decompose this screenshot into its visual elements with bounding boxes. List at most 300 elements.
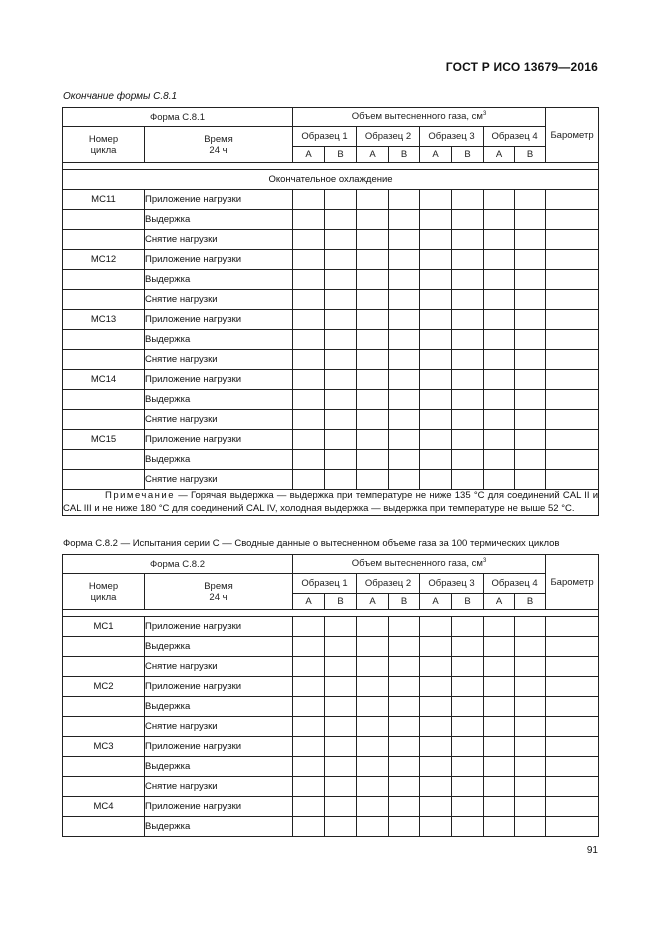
action-cell: Выдержка: [145, 450, 293, 470]
action-cell: Приложение нагрузки: [145, 430, 293, 450]
cycle-number-cell: [63, 450, 145, 470]
cycle-number-cell: [63, 717, 145, 737]
value-cell: [420, 270, 452, 290]
action-cell: Приложение нагрузки: [145, 190, 293, 210]
value-cell: [515, 817, 546, 837]
value-cell: [325, 617, 357, 637]
value-cell: [515, 330, 546, 350]
table-row: [63, 250, 599, 270]
value-cell: [293, 777, 325, 797]
action-cell: Выдержка: [145, 390, 293, 410]
spacer-row: [63, 610, 599, 617]
value-cell: [293, 697, 325, 717]
barometer-cell: [546, 330, 599, 350]
value-cell: [420, 617, 452, 637]
value-cell: [484, 190, 515, 210]
table-row: [63, 270, 599, 290]
value-cell: [389, 290, 420, 310]
value-cell: [357, 410, 389, 430]
barometer-cell: [546, 737, 599, 757]
table-row: [63, 757, 599, 777]
value-cell: [357, 697, 389, 717]
value-cell: [357, 350, 389, 370]
value-cell: [484, 657, 515, 677]
barometer-cell: [546, 290, 599, 310]
value-cell: [420, 817, 452, 837]
value-cell: [484, 430, 515, 450]
value-cell: [389, 210, 420, 230]
value-cell: [484, 817, 515, 837]
action-cell: Снятие нагрузки: [145, 290, 293, 310]
note-text: — Горячая выдержка — выдержка при температуре не ниже 135 °С для соединений CAL II и CAL III и не ниже 180 °С для соединений CAL IV, холодная выдержка — выдержка при температуре не выше 52 °С.: [63, 490, 599, 514]
value-cell: [484, 777, 515, 797]
value-cell: [484, 757, 515, 777]
value-cell: [293, 817, 325, 837]
table-row: [63, 350, 599, 370]
table-row: [63, 817, 599, 837]
value-cell: [515, 697, 546, 717]
value-cell: [484, 677, 515, 697]
value-cell: [293, 637, 325, 657]
value-cell: [389, 310, 420, 330]
value-cell: [357, 230, 389, 250]
value-cell: [452, 657, 484, 677]
value-cell: [452, 250, 484, 270]
value-cell: [293, 737, 325, 757]
barometer-header: Барометр: [546, 555, 599, 610]
time-header: Время 24 ч: [145, 127, 293, 163]
value-cell: [420, 390, 452, 410]
barometer-cell: [546, 190, 599, 210]
barometer-cell: [546, 450, 599, 470]
sample-header: Образец 2: [357, 127, 420, 147]
value-cell: [420, 450, 452, 470]
value-cell: [293, 677, 325, 697]
value-cell: [357, 797, 389, 817]
value-cell: [325, 737, 357, 757]
barometer-cell: [546, 697, 599, 717]
action-cell: Приложение нагрузки: [145, 310, 293, 330]
barometer-cell: [546, 310, 599, 330]
cycle-number-cell: [63, 350, 145, 370]
cycle-number-header: Номер цикла: [63, 574, 145, 610]
value-cell: [357, 717, 389, 737]
value-cell: [325, 657, 357, 677]
value-cell: [420, 470, 452, 490]
value-cell: [325, 210, 357, 230]
cycle-number-cell: [63, 817, 145, 837]
action-cell: Выдержка: [145, 330, 293, 350]
value-cell: [389, 637, 420, 657]
table2-caption: Форма С.8.2 — Испытания серии С — Сводные данные о вытесненном объеме газа за 100 термических циклов: [63, 538, 560, 549]
value-cell: [357, 430, 389, 450]
action-cell: Приложение нагрузки: [145, 737, 293, 757]
cycle-number-cell: MC14: [63, 370, 145, 390]
form-c81-table: [62, 107, 599, 516]
sub-header-a: А: [357, 594, 389, 610]
value-cell: [484, 230, 515, 250]
value-cell: [293, 310, 325, 330]
value-cell: [325, 450, 357, 470]
value-cell: [420, 677, 452, 697]
table-row: [63, 370, 599, 390]
value-cell: [325, 777, 357, 797]
value-cell: [452, 190, 484, 210]
value-cell: [357, 370, 389, 390]
cycle-number-header: Номер цикла: [63, 127, 145, 163]
value-cell: [325, 250, 357, 270]
value-cell: [293, 797, 325, 817]
value-cell: [325, 757, 357, 777]
value-cell: [325, 330, 357, 350]
value-cell: [325, 637, 357, 657]
table-row: [63, 470, 599, 490]
value-cell: [452, 370, 484, 390]
barometer-cell: [546, 430, 599, 450]
value-cell: [515, 777, 546, 797]
value-cell: [389, 270, 420, 290]
value-cell: [452, 717, 484, 737]
table-row: [63, 450, 599, 470]
value-cell: [515, 430, 546, 450]
value-cell: [293, 450, 325, 470]
value-cell: [484, 290, 515, 310]
action-cell: Выдержка: [145, 697, 293, 717]
value-cell: [484, 210, 515, 230]
action-cell: Снятие нагрузки: [145, 777, 293, 797]
value-cell: [325, 817, 357, 837]
value-cell: [515, 230, 546, 250]
value-cell: [515, 410, 546, 430]
value-cell: [389, 250, 420, 270]
sub-header-b: В: [515, 147, 546, 163]
value-cell: [452, 410, 484, 430]
value-cell: [357, 390, 389, 410]
value-cell: [420, 290, 452, 310]
barometer-cell: [546, 637, 599, 657]
table-row: [63, 230, 599, 250]
table-row: [63, 777, 599, 797]
value-cell: [357, 677, 389, 697]
value-cell: [452, 777, 484, 797]
value-cell: [452, 390, 484, 410]
value-cell: [389, 617, 420, 637]
sub-header-b: В: [452, 147, 484, 163]
cycle-number-cell: [63, 697, 145, 717]
cycle-number-cell: [63, 230, 145, 250]
cycle-number-cell: MC4: [63, 797, 145, 817]
value-cell: [484, 717, 515, 737]
cycle-number-cell: MC11: [63, 190, 145, 210]
value-cell: [389, 370, 420, 390]
value-cell: [484, 470, 515, 490]
value-cell: [325, 190, 357, 210]
value-cell: [389, 757, 420, 777]
value-cell: [357, 777, 389, 797]
value-cell: [515, 210, 546, 230]
value-cell: [420, 230, 452, 250]
value-cell: [515, 757, 546, 777]
action-cell: Приложение нагрузки: [145, 797, 293, 817]
barometer-cell: [546, 817, 599, 837]
sub-header-b: В: [325, 594, 357, 610]
sub-header-a: А: [420, 147, 452, 163]
value-cell: [484, 350, 515, 370]
sample-header: Образец 1: [293, 574, 357, 594]
value-cell: [452, 330, 484, 350]
barometer-cell: [546, 250, 599, 270]
action-cell: Снятие нагрузки: [145, 410, 293, 430]
table-row: [63, 390, 599, 410]
action-cell: Снятие нагрузки: [145, 350, 293, 370]
value-cell: [484, 270, 515, 290]
cycle-number-cell: [63, 390, 145, 410]
value-cell: [515, 470, 546, 490]
table-row: [63, 410, 599, 430]
cycle-number-cell: MC3: [63, 737, 145, 757]
cycle-number-cell: [63, 470, 145, 490]
value-cell: [325, 430, 357, 450]
sub-header-a: А: [484, 147, 515, 163]
value-cell: [420, 250, 452, 270]
value-cell: [515, 190, 546, 210]
value-cell: [515, 737, 546, 757]
cycle-number-cell: [63, 757, 145, 777]
table-row: [63, 210, 599, 230]
section-final-cooling: Окончательное охлаждение: [63, 170, 599, 190]
table-note: [63, 490, 599, 516]
value-cell: [325, 390, 357, 410]
sample-header: Образец 3: [420, 127, 484, 147]
action-cell: Выдержка: [145, 637, 293, 657]
value-cell: [389, 797, 420, 817]
sample-header: Образец 4: [484, 574, 546, 594]
value-cell: [325, 797, 357, 817]
value-cell: [357, 450, 389, 470]
value-cell: [357, 310, 389, 330]
value-cell: [484, 390, 515, 410]
value-cell: [452, 617, 484, 637]
value-cell: [389, 410, 420, 430]
value-cell: [452, 817, 484, 837]
value-cell: [452, 757, 484, 777]
value-cell: [325, 717, 357, 737]
value-cell: [325, 370, 357, 390]
table-row: [63, 617, 599, 637]
action-cell: Приложение нагрузки: [145, 617, 293, 637]
value-cell: [325, 310, 357, 330]
value-cell: [325, 697, 357, 717]
value-cell: [452, 677, 484, 697]
value-cell: [293, 617, 325, 637]
cycle-number-cell: [63, 330, 145, 350]
value-cell: [389, 777, 420, 797]
action-cell: Выдержка: [145, 210, 293, 230]
table-row: [63, 677, 599, 697]
value-cell: [325, 290, 357, 310]
value-cell: [515, 250, 546, 270]
barometer-cell: [546, 390, 599, 410]
value-cell: [515, 450, 546, 470]
action-cell: Снятие нагрузки: [145, 230, 293, 250]
sub-header-b: В: [389, 594, 420, 610]
value-cell: [484, 637, 515, 657]
action-cell: Выдержка: [145, 757, 293, 777]
value-cell: [357, 250, 389, 270]
sub-header-a: А: [484, 594, 515, 610]
barometer-header: Барометр: [546, 108, 599, 163]
value-cell: [293, 230, 325, 250]
barometer-cell: [546, 230, 599, 250]
form-label: Форма С.8.1: [63, 108, 293, 127]
value-cell: [420, 370, 452, 390]
action-cell: Выдержка: [145, 270, 293, 290]
value-cell: [484, 797, 515, 817]
value-cell: [389, 330, 420, 350]
barometer-cell: [546, 717, 599, 737]
sub-header-a: А: [357, 147, 389, 163]
value-cell: [484, 410, 515, 430]
sub-header-b: В: [389, 147, 420, 163]
sub-header-a: А: [293, 594, 325, 610]
volume-header: Объем вытесненного газа, $см^3$: [293, 555, 546, 574]
value-cell: [293, 657, 325, 677]
value-cell: [515, 657, 546, 677]
cycle-number-cell: [63, 270, 145, 290]
sub-header-a: А: [420, 594, 452, 610]
volume-header: Объем вытесненного газа, $см^3$: [293, 108, 546, 127]
value-cell: [325, 270, 357, 290]
value-cell: [293, 270, 325, 290]
barometer-cell: [546, 757, 599, 777]
value-cell: [420, 190, 452, 210]
value-cell: [293, 370, 325, 390]
value-cell: [420, 797, 452, 817]
value-cell: [452, 210, 484, 230]
value-cell: [325, 350, 357, 370]
value-cell: [293, 430, 325, 450]
value-cell: [389, 717, 420, 737]
value-cell: [452, 450, 484, 470]
sample-header: Образец 4: [484, 127, 546, 147]
value-cell: [293, 757, 325, 777]
form-c82-table: [62, 554, 599, 837]
table-row: [63, 310, 599, 330]
table-row: [63, 797, 599, 817]
action-cell: Снятие нагрузки: [145, 657, 293, 677]
value-cell: [515, 350, 546, 370]
value-cell: [515, 637, 546, 657]
value-cell: [420, 657, 452, 677]
value-cell: [484, 310, 515, 330]
value-cell: [420, 350, 452, 370]
value-cell: [420, 430, 452, 450]
value-cell: [452, 430, 484, 450]
value-cell: [515, 677, 546, 697]
note-label: Примечание: [105, 490, 176, 501]
value-cell: [515, 270, 546, 290]
barometer-cell: [546, 777, 599, 797]
value-cell: [484, 737, 515, 757]
sub-header-b: В: [325, 147, 357, 163]
barometer-cell: [546, 270, 599, 290]
table1-caption: Окончание формы С.8.1: [63, 91, 178, 102]
value-cell: [484, 697, 515, 717]
value-cell: [293, 330, 325, 350]
value-cell: [515, 370, 546, 390]
value-cell: [357, 617, 389, 637]
table-row: [63, 190, 599, 210]
page-number: 91: [586, 845, 598, 856]
cycle-number-cell: [63, 657, 145, 677]
action-cell: Снятие нагрузки: [145, 717, 293, 737]
spacer-row: [63, 163, 599, 170]
value-cell: [293, 250, 325, 270]
standard-designation: ГОСТ Р ИСО 13679—2016: [445, 60, 598, 74]
value-cell: [325, 230, 357, 250]
value-cell: [357, 330, 389, 350]
table-row: [63, 657, 599, 677]
value-cell: [484, 370, 515, 390]
value-cell: [293, 350, 325, 370]
value-cell: [420, 717, 452, 737]
action-cell: Приложение нагрузки: [145, 250, 293, 270]
value-cell: [420, 330, 452, 350]
value-cell: [389, 190, 420, 210]
table-row: [63, 290, 599, 310]
action-cell: Приложение нагрузки: [145, 370, 293, 390]
value-cell: [389, 817, 420, 837]
value-cell: [293, 290, 325, 310]
value-cell: [325, 677, 357, 697]
value-cell: [293, 210, 325, 230]
barometer-cell: [546, 617, 599, 637]
value-cell: [452, 737, 484, 757]
barometer-cell: [546, 350, 599, 370]
value-cell: [420, 757, 452, 777]
value-cell: [389, 470, 420, 490]
value-cell: [357, 757, 389, 777]
barometer-cell: [546, 410, 599, 430]
value-cell: [389, 450, 420, 470]
value-cell: [420, 210, 452, 230]
value-cell: [389, 697, 420, 717]
value-cell: [420, 737, 452, 757]
value-cell: [420, 410, 452, 430]
value-cell: [357, 817, 389, 837]
value-cell: [515, 310, 546, 330]
value-cell: [389, 737, 420, 757]
table-row: [63, 330, 599, 350]
value-cell: [452, 350, 484, 370]
value-cell: [389, 657, 420, 677]
action-cell: Приложение нагрузки: [145, 677, 293, 697]
value-cell: [515, 617, 546, 637]
value-cell: [293, 190, 325, 210]
form-label: Форма С.8.2: [63, 555, 293, 574]
value-cell: [420, 777, 452, 797]
value-cell: [389, 350, 420, 370]
value-cell: [484, 250, 515, 270]
value-cell: [515, 290, 546, 310]
value-cell: [452, 470, 484, 490]
barometer-cell: [546, 657, 599, 677]
value-cell: [293, 470, 325, 490]
time-header: Время 24 ч: [145, 574, 293, 610]
sample-header: Образец 1: [293, 127, 357, 147]
sub-header-a: А: [293, 147, 325, 163]
value-cell: [357, 470, 389, 490]
